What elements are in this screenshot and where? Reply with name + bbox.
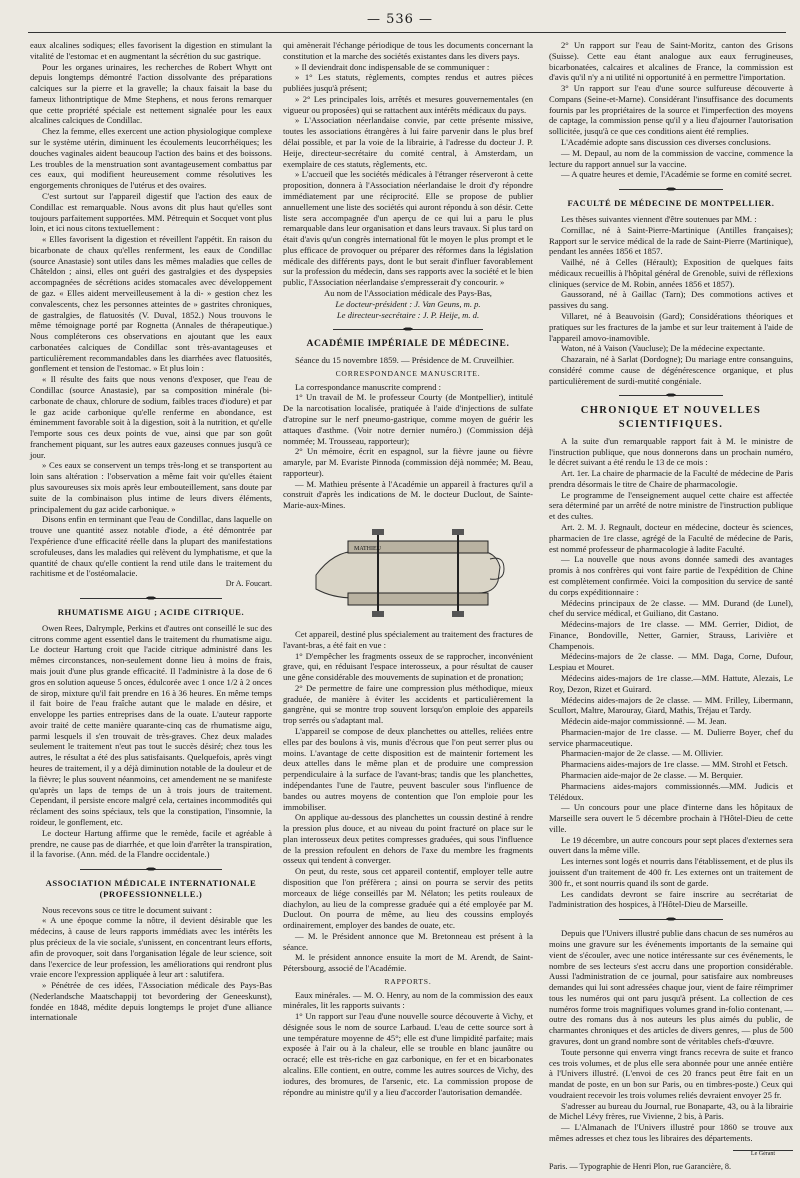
paragraph: — L'Almanach de l'Univers illustré pour 1860 se trouve aux mêmes adresses et chez tous les libraires des départements. [549, 1122, 793, 1143]
paragraph: » Ces eaux se conservent un temps très-long et se transportent au loin sans altération : l'observation a même fait voir qu'elles étaient plus savoureuses six mois après leur embouteillement, sans doute par suite de la combinaison plus intime de leurs divers éléments, principalement du gaz acide carbonique. » [30, 460, 272, 514]
paragraph: Le docteur-président : J. Van Geuns, m. p. [335, 298, 481, 309]
paragraph: qui amènerait l'échange périodique de tous les documents concernant la constitution et la marche des sociétés existantes dans les divers pays. [283, 40, 533, 61]
paragraph: » L'accueil que les sociétés médicales à l'étranger réserveront à cette proposition, donnera à l'Association néerlandaise le droit d'y répondre immédiatement par une réciprocité. Elle se propose de publier annuellement une liste des sociétés qui auront répondu à son désir. Cette liste sera accompagnée d'un aperçu de ce qui lui a paru le plus remarquable dans leur organisation et dans leurs travaux. Si plus tard on était d'avis qu'un congrès international fût le moyen le plus prompt et le plus efficace de provoquer ou préparer des réformes dans la législation médicale des différents pays, dont le but serait d'influer favorablement sur la profession du médecin, dans ses rapports avec la société et le bien public, l'Association néerlandaise s'empresserait d'y concourir. » [283, 169, 533, 288]
page-number: — 536 — [366, 12, 434, 27]
paragraph: Art. 1er. La chaire de pharmacie de la Faculté de médecine de Paris prendra désormais le titre de Chaire de pharmacologie. [549, 468, 793, 489]
paragraph: On peut, du reste, sous cet appareil contentif, employer telle autre disposition que l'on préfèrera ; ainsi on pourra se servir des petits morceaux de liége conseillés par M. Nélaton; les petits rouleaux de diachylon, au lieu de la compresse graduée qui a été employée par M. Duclout. On pourra de même, au lieu des coussins employés ordinairement, employer des bandes de ouate, etc. [283, 866, 533, 931]
paragraph: Le 19 décembre, un autre concours pour sept places d'externes sera ouvert dans la même ville. [549, 834, 793, 856]
paragraph: L'Académie adopte sans discussion ces diverses conclusions. [561, 137, 771, 148]
subheading: CORRESPONDANCE MANUSCRITE. [335, 369, 481, 379]
paragraph: Les thèses suivantes viennent d'être soutenues par MM. : [561, 213, 757, 224]
paragraph: « A une époque comme la nôtre, il devient désirable que les médecins, à cause de leurs rapports immédiats avec les intérêts les plus précieux de la vie sociale, s'unissent, en concentrant leurs efforts, afin de provoquer, soit dans l'organisation légale de leur science, soit dans l'exercice de leur profession, les améliorations qui rendront plus vraie encore l'expression appliquée à leur art : salutifera. [30, 915, 272, 980]
imprint [549, 1150, 793, 1173]
paragraph: 2° De permettre de faire une compression plus méthodique, mieux graduée, de manière à éviter les accidents et particulièrement la gangrène, qui se montre trop souvent lorsqu'on emploie des appareils trop serrés ou s'adaptant mal. [283, 682, 533, 726]
paragraph: Pharmacien-major de 2e classe. — M. Ollivier. [561, 748, 724, 759]
section-heading: FACULTÉ DE MÉDECINE DE MONTPELLIER. [567, 198, 775, 209]
section-heading: RHUMATISME AIGU ; ACIDE CITRIQUE. [57, 607, 245, 618]
paragraph: — Un concours pour une place d'interne dans les hôpitaux de Marseille sera ouvert le 5 décembre prochain à l'Hôtel-Dieu de cette ville. [549, 802, 793, 834]
paragraph: L'appareil se compose de deux planchettes ou attelles, reliées entre elles par des boulons à vis, munis d'écrous que l'on peut serrer plus ou moins. L'avantage de cette disposition est de maintenir fortement les deux attelles dans le même plan et de produire une compression perpendiculaire à la surface de l'avant-bras; tandis que les planchettes, indépendantes l'une de l'autre, peuvent basculer sous l'influence de bandes ou autres moyens de contention que l'on emploie pour les immobiliser. [283, 726, 533, 812]
paragraph: Art. 2. M. J. Regnault, docteur en médecine, docteur ès sciences, pharmacien de 1re classe, agrégé de la Faculté de médecine de Paris, est nommé professeur de pharmacologie à ladite Faculté. [549, 522, 793, 554]
paragraph: Vailhé, né à Celles (Hérault); Exposition de quelques faits médicaux recueillis à l'hôpital général de Grenoble, suivi de réflexions cliniques (service de M. Robin, années 1856 et 1857). [549, 257, 793, 289]
paragraph: 2° Un rapport sur l'eau de Saint-Moritz, canton des Grisons (Suisse). Cette eau étant analogue aux eaux ferrugineuses, bicarbonatées, calcaires et alcalines de France, la commission est d'avis qu'il n'y a ni utilité ni opportunité à en permettre l'importation. [549, 40, 793, 83]
paragraph: Séance du 15 novembre 1859. — Présidence de M. Cruveilhier. [295, 355, 515, 366]
paragraph: — A quatre heures et demie, l'Académie se forme en comité secret. [561, 169, 792, 180]
paragraph: Gaussorand, né à Gaillac (Tarn); Des commotions actives et passives du sang. [549, 289, 793, 311]
column-2 [283, 40, 533, 1158]
paragraph: 1° Un rapport sur l'eau d'une nouvelle source découverte à Vichy, et désignée sous le nom de source Larbaud. L'eau de cette source sort à une température moyenne de 45°; elle est d'une limpidité parfaite; mais exposée à l'air ou à la chaleur, elle se trouble en blanc jaunâtre ou ocracé; elle est très-riche en gaz carbonique, en fer et en bicarbonates alcalins. Elle contient, en outre, comme les autres sources de Vichy, des iodures, des bromures, de l'arsenic, etc. La commission propose de répondre au ministre qu'il y a lieu d'accorder l'autorisation demandée. [283, 1011, 533, 1097]
paragraph: 2° Un mémoire, écrit en espagnol, sur la fièvre jaune ou fièvre amaryle, par M. Evariste Pinnoda (commission déjà nommée; M. Beau, rapporteur). [283, 446, 533, 478]
paragraph: 1° Un travail de M. le professeur Courty (de Montpellier), intitulé De la narcotisation localisée, pratiquée à l'aide d'injections de sulfate d'atropine sur le nerf pneumo-gastrique, comme moyen de guérir les attaques d'asthme. (Voir notre dernier numéro.) (Commission déjà nommée; M. Trousseau, rapporteur); [283, 392, 533, 446]
paragraph: 1° D'empêcher les fragments osseux de se rapprocher, inconvénient grave, qui, en réduisant l'espace interosseux, a pour résultat de causer une gêne considérable des mouvements de supination et de pronation; [283, 650, 533, 683]
paragraph: Chazarain, né à Sarlat (Dordogne); Du mariage entre consanguins, considéré comme cause de dégénérescence organique, et plus particulièrement de surdi-mutité congéniale. [549, 354, 793, 386]
paragraph: Pour les organes urinaires, les recherches de Robert Whytt ont depuis longtemps démontré l'action dissolvante des préparations calciques sur la pierre et la gravelle; la chaux faisait la base du fameux lithontriptique de Mme Stephens, et nous ferons remarquer que cette propriété spéciale est nettement signalée pour les eaux alcalines calciques de Condillac. [30, 61, 272, 126]
paragraph: « Il résulte des faits que nous venons d'exposer, que l'eau de Condillac (source Anastasie), par sa composition minérale (bi-carbonate de chaux, chlorure de sodium, faibles traces d'iodure) et par le gaz acide carbonique qu'elle renferme en abondance, est éminemment favorable soit à la digestion, soit à la nutrition, et qu'elle l'emporte sous ces deux points de vue, ainsi que par son goût franchement piquant, sur les autres eaux gazeuses connues jusqu'à ce jour. [30, 374, 272, 460]
paragraph: Pharmaciens aides-majors commissionnés.—MM. Judicis et Télédoux. [549, 780, 793, 802]
section-divider [619, 186, 723, 192]
section-divider [333, 326, 483, 332]
paragraph: Médecins aides-majors de 2e classe. — MM. Frilley, Libermann, Scullort, Maltre, Marouray, Giard, Mathis, Tréjau et Tardy. [549, 694, 793, 716]
paragraph: eaux alcalines sodiques; elles favorisent la digestion en stimulant la vitalité de l'estomac et en augmentant la sécrétion du suc gastrique. [30, 40, 272, 61]
paragraph: Pharmacien aide-major de 2e classe. — M. Berquier. [561, 770, 743, 780]
section-divider [619, 916, 723, 922]
paragraph: La correspondance manuscrite comprend : [295, 381, 442, 392]
gerant-label: Le Gérant [733, 1150, 793, 1159]
paragraph: Pharmacien-major de 1re classe. — M. Dulierre Boyer, chef du service pharmaceutique. [549, 726, 793, 748]
paragraph: A la suite d'un remarquable rapport fait à M. le ministre de l'instruction publique, que nous donnerons dans un prochain numéro, le décret suivant a été rendu le 13 de ce mois : [549, 435, 793, 468]
paragraph: Pharmaciens aides-majors de 1re classe. — MM. Strohl et Fetsch. [561, 759, 788, 770]
paragraph: — M. Depaul, au nom de la commission de vaccine, commence la lecture du rapport annuel sur la vaccine. [549, 147, 793, 169]
paragraph: C'est surtout sur l'appareil digestif que l'action des eaux de Condillac est remarquable. Nous avons dit plus haut qu'elles sont toujours parfaitement supportées. MM. Pétrequin et Socquet vont plus loin, et ici nous citons textuellement : [30, 190, 272, 234]
paragraph: » Pénétrée de ces idées, l'Association médicale des Pays-Bas (Nederlandsche Maatschappij tot bevordering der Geneeskunst), fondée en 1848, médite depuis longtemps le projet d'une alliance internationale [30, 980, 272, 1023]
paragraph: M. le président annonce ensuite la mort de M. Arendt, de Saint-Pétersbourg, associé de l'Académie. [283, 952, 533, 974]
paragraph: — M. le Président annonce que M. Bretonneau est présent à la séance. [283, 930, 533, 952]
subheading: RAPPORTS. [384, 977, 432, 987]
paragraph: Le directeur-secrétaire : J. P. Heije, m. d. [336, 309, 480, 320]
paragraph: Médecins-majors de 2e classe. — MM. Daga, Corne, Dufour, Lespiau et Mouret. [549, 651, 793, 673]
paragraph: » 1° Les statuts, règlements, comptes rendus et autres pièces publiées jusqu'à présent; [283, 72, 533, 94]
paragraph: Chez la femme, elles exercent une action physiologique complexe sur le système utérin, diminuent les écoulements leucorrhéiques; les douches vaginales aident beaucoup l'action des bains et des boissons. Les troubles de la menstruation sont avantageusement combattus par ces eaux, qui modifient heureusement comme résolutives les engorgements chroniques de l'utérus et des ovaires. [30, 126, 272, 191]
section-divider [80, 866, 222, 872]
column-1 [30, 40, 272, 1158]
paragraph: Nous recevons sous ce titre le document suivant : [42, 904, 212, 915]
paragraph: On applique au-dessous des planchettes un coussin destiné à rendre la pression plus douce, et au niveau du point fracturé on place sur le plan interosseux deux petites compresses graduées, qui sous l'influence de la pression refoulent en dehors de l'axe du membre les fragments osseux qui tendent à converger. [283, 812, 533, 866]
paragraph: » L'Association néerlandaise convie, par cette présente missive, toutes les associations étrangères à lui faire parvenir dans le plus bref délai possible, et par la voie de la librairie, à l'adresse du docteur J. P. Heije, directeur-secrétaire du comité central, à Amsterdam, un exemplaire de ces statuts, règlements, etc. [283, 115, 533, 169]
paragraph: Villaret, né à Beauvoisin (Gard); Considérations théoriques et pratiques sur les fractures de la jambe et sur leur traitement à l'aide de l'appareil amovo-inamovible. [549, 310, 793, 343]
paragraph: Au nom de l'Association médicale des Pays-Bas, [324, 287, 492, 298]
top-rule [28, 32, 786, 33]
paragraph: Le docteur Hartung affirme que le remède, facile et agréable à prendre, ne cause pas de diarrhée, et que loin d'arrêter la transpiration, il la favorise. (Ann. méd. de la Flandre occidentale.) [30, 827, 272, 860]
figure-label: MATHIEU [354, 546, 381, 553]
lower-splint [348, 593, 488, 605]
paragraph: « Elles favorisent la digestion et réveillent l'appétit. En raison du bicarbonate de chaux qu'elles renferment, les eaux de Condillac (source Anastasie) sont utiles dans les mêmes maladies que celles de Châteldon ; ainsi, elles ont guéri des gastralgies et des dyspepsies accompagnées de sécrétions acides stomacales avec développement de gaz. « Elles aident merveilleusement à la di- » gestion chez les convalescents, chez les personnes atteintes de » gastrites chroniques, de gastralgies, de flatuosités (V. Duval, 1852.) Nous trouvons le même témoignage porté par Rognetta (Annales de thérapeutique.) Nous compléterons ces observations en ajoutant que les eaux carbonatées calciques de Condillac sont très-avantageuses et particulièrement recommandables dans les diarrhées avec flatuosités, gonflement et tension de l'estomac. » Et plus loin : [30, 234, 272, 374]
author-signature: Dr A. Foucart. [225, 579, 272, 589]
paragraph: Médecins aides-majors de 1re classe.—MM. Hattute, Alezais, Le Roy, Dezon, Rizet et Guirard. [549, 672, 793, 694]
paragraph: — La nouvelle que nous avons donnée samedi des avantages promis à nos confrères qui vont faire partie de l'expédition de Chine est complètement confirmée. Voici la composition du service de santé du corps expéditionnaire : [549, 554, 793, 597]
paragraph: » Il deviendrait donc indispensable de se communiquer : [295, 61, 490, 72]
paragraph: Toute personne qui enverra vingt francs recevra de suite et franco ces trois volumes, et de plus elle sera abonnée pour une année entière à l'Univers illustré. (L'envoi de ces 20 francs peut être fait en un mandat de poste, en un bon sur Paris, ou en timbres-poste.) Ceux qui voudraient recevoir les trois volumes reliés devraient envoyer 25 fr. [549, 1046, 793, 1100]
column-3 [549, 40, 793, 1172]
paragraph: Cet appareil, destiné plus spécialement au traitement des fractures de l'avant-bras, a été fait en vue : [283, 629, 533, 650]
paragraph: Médecins principaux de 2e classe. — MM. Durand (de Lunel), chef du service médical, et Guiliano, dit Castano. [549, 597, 793, 619]
section-divider [80, 595, 222, 601]
section-divider [619, 392, 723, 398]
paragraph: Disons enfin en terminant que l'eau de Condillac, dans laquelle on trouve une quantité assez notable d'iode, a été démontrée par l'expérience d'une efficacité réelle dans la plupart des manifestations scrofuleuses, dans les maladies qui relèvent du lymphatisme, et que la quantité de chaux qu'elle contient la rend utile dans le traitement du rachitisme et de l'ostéomalacie. [30, 514, 272, 579]
paragraph: Les candidats devront se faire inscrire au secrétariat de l'administration des hospices, à l'Hôtel-Dieu de Marseille. [549, 888, 793, 910]
paragraph: Médecin aide-major commissionné. — M. Jean. [561, 716, 727, 727]
paragraph: Owen Rees, Dalrymple, Perkins et d'autres ont conseillé le suc des citrons comme agent essentiel dans le traitement du rhumatisme aigu. Le docteur Hartung croit que l'acide citrique administré dans les mêmes circonstances, non-seulement donne lieu à moins de frais, mais jouit d'une plus grande efficacité. Il l'administre à la dose de 6 gros en solution aqueuse 5 onces, édulcorée avec 1 once 1/2 à 2 onces de sirop, mixture qu'il fait prendre en 16 à 36 heures. En même temps il fait boire de l'eau fraîche autant que le malade en désire, et enveloppe les parties entreprises dans de la ouate. L'auteur rapporte avoir traité de cette manière quarante-cinq cas de rhumatisme aigu, parmi lesquels il s'en trouvait de très-graves. Chez deux malades seulement le traitement n'eut pas tout le succès désiré; chez tous les autres, le résultat a été des plus satisfaisants. Quelquefois, après vingt heures de traitement, il y a déjà diminution notable de la douleur et de la fièvre; le plus souvent néanmoins, cet amendement ne se manifeste qu'après un laps de temps de un à trois jours de traitement. Cependant, il persiste encore malgré cela, certaines incommodités qui réclament des soins spéciaux, tels que la constipation, l'insomnie, la roideur, le gonflement, etc. [30, 622, 272, 827]
forearm-splint-illustration [308, 515, 508, 623]
paragraph: » 2° Les principales lois, arrêtés et mesures gouvernementales (en vigueur ou proposées) qui se rattachent aux intérêts médicaux du pays. [283, 93, 533, 115]
paragraph: Depuis que l'Univers illustré publie dans chacun de ses numéros au moins une gravure sur les événements importants de la semaine qui vient de s'écouler, avec une notice intéressante sur ces événements, le nombre de ses lecteurs s'est accru dans une proportion considérable. Aussi l'administration de ce journal, pour satisfaire aux nombreuses demandes qui lui sont adressées chaque jour, vient de faire réimprimer tous les numéros qui ont paru jusqu'à présent. La collection de ces numéros forme trois magnifiques volumes grand in-folio contenant, — outre des romans dus à nos auteurs les plus aimés du public, de charmantes chroniques et des articles de divers genres, — plus de 500 gravures, dont un grand nombre sont de véritables chefs-d'œuvre. [549, 928, 793, 1046]
section-heading: CHRONIQUE ET NOUVELLES SCIENTIFIQUES. [580, 405, 762, 430]
paragraph: Cornillac, né à Saint-Pierre-Martinique (Antilles françaises); Rapport sur le service médical de la rade de Saint-Pierre (Martinique), pendant les années 1856 et 1857. [549, 224, 793, 257]
paragraph: Le programme de l'enseignement auquel cette chaire est affectée sera déterminé par un arrêté de notre ministre de l'instruction publique et des cultes. [549, 489, 793, 522]
section-heading: ACADÉMIE IMPÉRIALE DE MÉDECINE. [306, 338, 510, 350]
printer-line: Paris. — Typographie de Henri Plon, rue Garancière, 8. [549, 1162, 732, 1172]
fracture-apparatus-figure [308, 515, 508, 623]
paragraph: Eaux minérales. — M. O. Henry, au nom de la commission des eaux minérales, lit les rapports suivants : [283, 989, 533, 1011]
section-heading: ASSOCIATION MÉDICALE INTERNATIONALE (PROFESSIONNELLE.) [45, 878, 257, 899]
paragraph: Médecins-majors de 1re classe. — MM. Gerrier, Didiot, de Finance, Bondoville, Netter, Garnier, Strauss, Larivière et Champenois. [549, 619, 793, 651]
paragraph: Les internes sont logés et nourris dans l'établissement, et de plus ils jouissent d'un traitement de 400 fr. Les externes ont un traitement de 300 fr., et sont nourris quand ils sont de garde. [549, 856, 793, 888]
paragraph: S'adresser au bureau du Journal, rue Bonaparte, 43, ou à la librairie de Michel Lévy frères, rue Vivienne, 2 bis, à Paris. [549, 1100, 793, 1122]
paragraph: — M. Mathieu présente à l'Académie un appareil à fractures qu'il a construit d'après les indications de M. le docteur Duclout, de Sainte-Marie-aux-Mines. [283, 478, 533, 511]
paragraph: Waton, né à Vaison (Vaucluse); De la médecine expectante. [561, 343, 765, 354]
paragraph: 3° Un rapport sur l'eau d'une source sulfureuse découverte à Compans (Seine-et-Marne). Considérant l'insuffisance des documents fournis par les propriétaires de la source et l'imperfection des moyens de captage, la commission pense qu'il y a lieu d'ajourner l'autorisation sollicitée, jusqu'à ce que ces conditions aient été remplies. [549, 83, 793, 137]
